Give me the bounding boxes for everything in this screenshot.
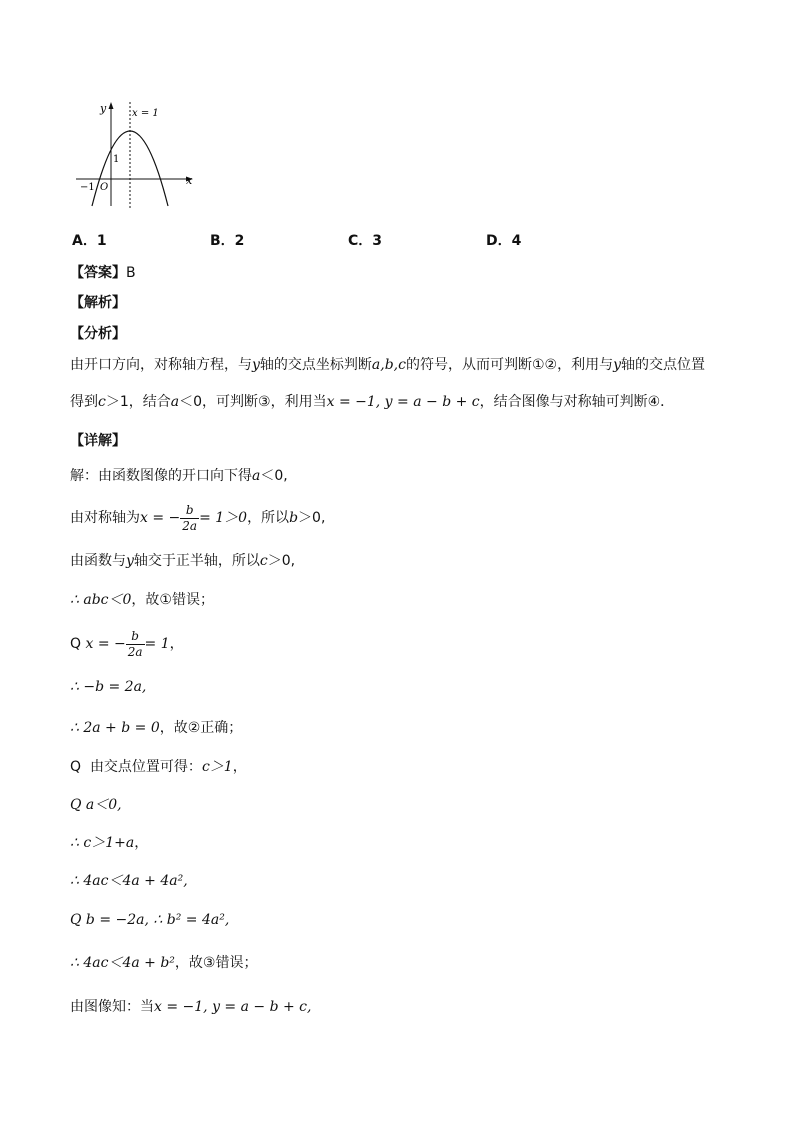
analysis-line-1: 由开口方向，对称轴方程，与y轴的交点坐标判断a,b,c的符号，从而可判断①②，利用与y轴的交点位置: [70, 357, 706, 373]
option-c: C．3: [348, 233, 383, 249]
step-4: ∴ abc＜0，故①错误；: [70, 592, 214, 608]
parabola-figure: [74, 100, 200, 212]
option-d: D．4: [486, 233, 522, 249]
label-one: 1: [113, 154, 120, 165]
step-6: ∴ −b = 2a,: [70, 679, 147, 695]
step-9: Q a＜0,: [70, 797, 122, 813]
y-axis-label: y: [100, 102, 107, 115]
step-7: ∴ 2a + b = 0，故②正确；: [70, 720, 243, 736]
analysis-line-2: 得到c＞1，结合a＜0，可判断③，利用当x = −1, y = a − b + c，结合图像与对称轴可判断④．: [70, 394, 675, 410]
step-8: Q 由交点位置可得：c＞1，: [70, 759, 247, 775]
y-axis-arrow: [109, 102, 114, 109]
option-b: B．2: [210, 233, 245, 249]
step-12: Q b = −2a, ∴ b² = 4a²,: [70, 912, 230, 928]
answer-label: 【答案】: [70, 265, 126, 281]
step-3: 由函数与y轴交于正半轴，所以c＞0,: [70, 553, 296, 569]
fraction-b-over-2a: $\frac{b}{2a}$: [182, 502, 198, 533]
step-10: ∴ c＞1+a，: [70, 835, 149, 851]
step-1: 解：由函数图像的开口向下得a＜0,: [70, 468, 288, 484]
answer-value: B: [126, 265, 136, 281]
option-a: A．1: [72, 233, 107, 249]
step-5: Q x = − $\frac{b}{2a}$ = 1，: [70, 628, 184, 659]
symmetry-label: x = 1: [132, 108, 159, 119]
section-fenxi: 【分析】: [70, 326, 126, 342]
step-13: ∴ 4ac＜4a + b²，故③错误；: [70, 955, 258, 971]
fraction-b-over-2a-2: $\frac{b}{2a}$: [127, 628, 143, 659]
step-11: ∴ 4ac＜4a + 4a²,: [70, 873, 188, 889]
step-14: 由图像知：当x = −1, y = a − b + c,: [70, 999, 312, 1015]
answer-row: [70, 262, 136, 282]
section-xiangjie: 【详解】: [70, 433, 126, 449]
label-minus-one: −1: [80, 182, 95, 193]
step-2: 由对称轴为x = − $\frac{b}{2a}$ = 1＞0，所以b＞0,: [70, 502, 326, 533]
label-origin: O: [100, 182, 109, 193]
section-jiexi: 【解析】: [70, 295, 126, 311]
x-axis-label: x: [186, 174, 193, 187]
